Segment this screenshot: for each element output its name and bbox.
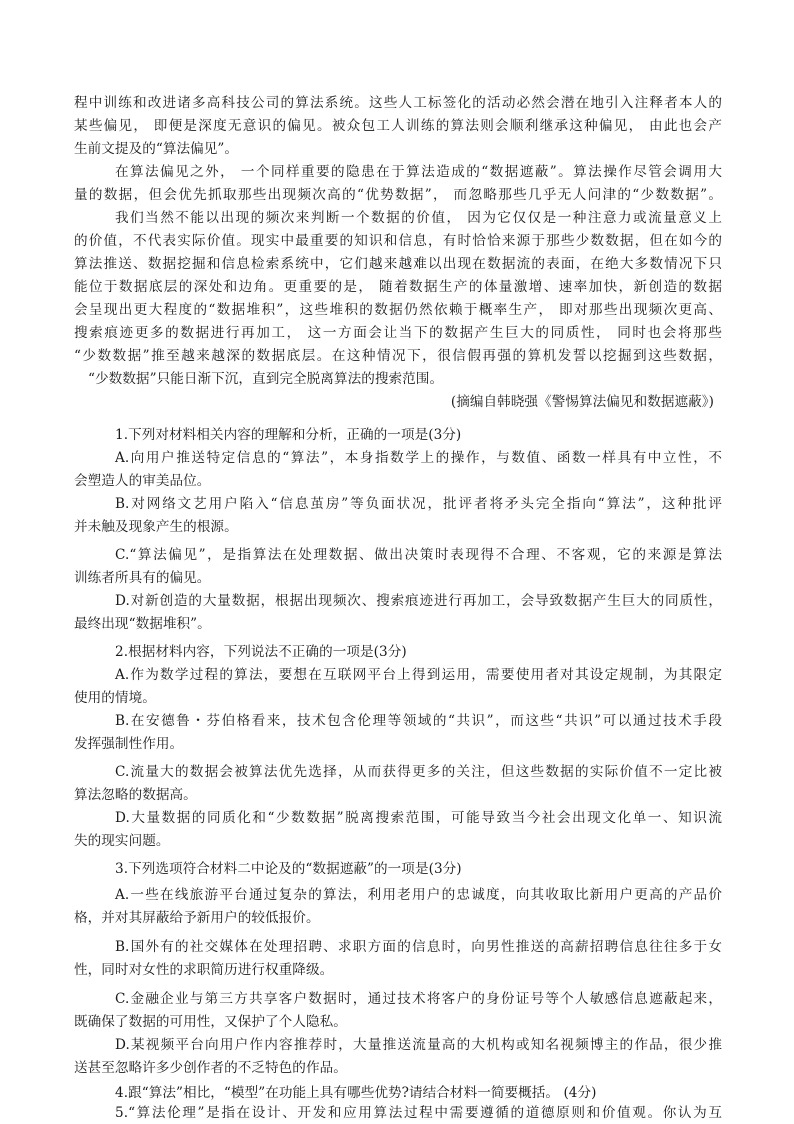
question-3-option-d-cont: 送甚至忽略许多少创作者的不乏特色的作品。: [74, 1060, 347, 1076]
passage-line: “少数数据”推至越来越深的数据底层。在这种情况下，很信假再强的算机发誓以挖掘到这些数据，: [74, 348, 722, 364]
question-2-option-b: B.在安德鲁・芬伯格看来，技术包含伦理等领域的“共识”，而这些“共识”可以通过技术手段: [115, 713, 722, 729]
question-1-option-d-cont: 最终出现“数据堆积”。: [74, 616, 211, 632]
question-1-option-b: B.对网络文艺用户陷入“信息茧房”等负面状况，批评者将矛头完全指向“算法”，这种批评: [115, 496, 722, 512]
question-3-option-a: A.一些在线旅游平台通过复杂的算法，利用老用户的忠诚度，向其收取比新用户更高的产品价: [115, 887, 722, 903]
passage-line: 程中训练和改进诸多高科技公司的算法系统。这些人工标签化的活动必然会潜在地引入注释者本人的: [74, 95, 722, 111]
question-1-option-c: C.“算法偏见”，是指算法在处理数据、做出决策时表现得不合理、不客观，它的来源是算法: [115, 547, 722, 563]
passage-source: (摘编自韩晓强《警惕算法偏见和数据遮蔽》): [450, 394, 714, 410]
question-2-option-b-cont: 发挥强制性作用。: [74, 736, 184, 752]
question-2-stem: 2.根据材料内容，下列说法不正确的一项是(3分): [115, 644, 407, 660]
question-3-option-b-cont: 性，同时对女性的求职简历进行权重降级。: [74, 962, 334, 978]
question-2-option-a-cont: 使用的情境。: [74, 690, 156, 706]
question-3-option-c-cont: 既确保了数据的可用性，又保护了个人隐私。: [74, 1014, 347, 1030]
passage-line: 算法推送、数据挖掘和信息检索系统中，它们越来越难以出现在数据流的表面，在绝大多数情况下只: [74, 256, 722, 272]
question-3-option-d: D.某视频平台向用户作内容推荐时，大量推送流量高的大机构或知名视频博主的作品，很少推: [115, 1037, 722, 1053]
question-2-option-a: A.作为数学过程的算法，要想在互联网平台上得到运用，需要使用者对其设定规制，为其限定: [115, 667, 722, 683]
question-1-option-a: A.向用户推送特定信息的“算法”，本身指数学上的操作，与数值、函数一样具有中立性，不: [115, 450, 722, 466]
question-2-option-d: D.大量数据的同质化和“少数数据”脱离搜索范围，可能导致当今社会出现文化单一、知识流: [115, 810, 722, 826]
passage-line: 能位于数据底层的深处和边角。更重要的是， 随着数据生产的体量激增、速率加快，新创造的数据: [74, 279, 722, 295]
question-2-option-c-cont: 算法忽略的数据高。: [74, 787, 197, 803]
passage-line: 我们当然不能以出现的频次来判断一个数据的价值， 因为它仅仅是一种注意力或流量意义上: [115, 210, 722, 226]
question-4-stem: 4.跟“算法”相比，“模型”在功能上具有哪些优势?请结合材料一简要概括。 (4分): [115, 1085, 597, 1101]
question-1-option-c-cont: 训练者所具有的偏见。: [74, 570, 211, 586]
passage-line: 的价值，不代表实际价值。现实中最重要的知识和信息，有时恰恰来源于那些少数数据，但在如今的: [74, 233, 722, 249]
question-1-option-d: D.对新创造的大量数据，根据出现频次、搜索痕迹进行再加工，会导致数据产生巨大的同质性，: [115, 593, 722, 609]
question-1-option-a-cont: 会塑造人的审美品位。: [74, 473, 211, 489]
question-3-stem: 3.下列选项符合材料二中论及的“数据遮蔽”的一项是(3分): [115, 861, 462, 877]
question-1-option-b-cont: 并未触及现象产生的根源。: [74, 519, 238, 535]
question-2-option-d-cont: 失的现实问题。: [74, 833, 170, 849]
passage-line: 搜索痕迹更多的数据进行再加工， 这一方面会让当下的数据产生巨大的同质性， 同时也会将那些: [74, 325, 722, 341]
passage-line: “少数数据”只能日渐下沉，直到完全脱离算法的搜索范围。: [88, 371, 444, 387]
question-3-option-a-cont: 格，并对其屏蔽给予新用户的较低报价。: [74, 910, 320, 926]
passage-line: 某些偏见， 即便是深度无意识的偏见。被众包工人训练的算法则会顺利继承这种偏见， 由此也会产: [74, 118, 722, 134]
question-2-option-c: C.流量大的数据会被算法优先选择，从而获得更多的关注，但这些数据的实际价值不一定比被: [115, 764, 722, 780]
passage-line: 生前文提及的“算法偏见”。: [74, 141, 239, 157]
question-5-stem: 5.“算法伦理”是指在设计、开发和应用算法过程中需要遵循的道德原则和价值观。你认为互: [115, 1105, 722, 1121]
passage-line: 在算法偏见之外， 一个同样重要的隐患在于算法造成的“数据遮蔽”。算法操作尽管会调用大: [115, 164, 722, 180]
passage-line: 会呈现出更大程度的“数据堆积”，这些堆积的数据仍然依赖于概率生产， 即对那些出现频次更高、: [74, 302, 722, 318]
passage-line: 量的数据，但会优先抓取那些出现频次高的“优势数据”， 而忽略那些几乎无人问津的“少数数据”。: [74, 187, 722, 203]
question-3-option-c: C.金融企业与第三方共享客户数据时，通过技术将客户的身份证号等个人敏感信息遮蔽起来，: [115, 991, 722, 1007]
question-3-option-b: B.国外有的社交媒体在处理招聘、求职方面的信息时，向男性推送的高薪招聘信息往往多于女: [115, 939, 722, 955]
question-1-stem: 1.下列对材料相关内容的理解和分析，正确的一项是(3分): [115, 427, 462, 443]
